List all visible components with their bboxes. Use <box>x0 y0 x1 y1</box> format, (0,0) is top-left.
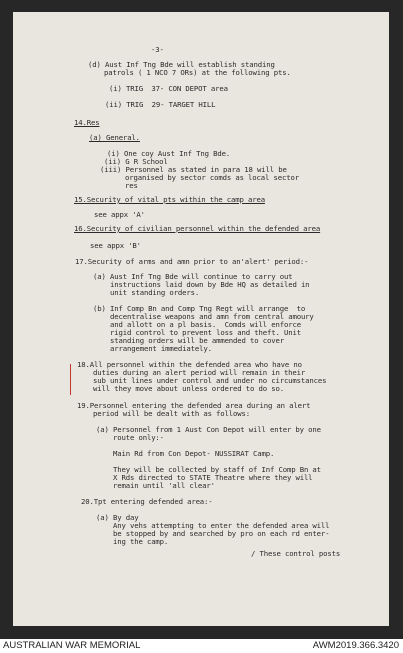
source-credit: AUSTRALIAN WAR MEMORIAL <box>3 640 141 651</box>
doc-line-13d-i: (i) TRIG 37- CON DEPOT area <box>109 84 228 93</box>
section-18-line-2: duties during an alert period will remain in their <box>93 368 306 377</box>
doc-line-17b-1: (b) Inf Comp Bn and Comp Tng Regt will arrange to <box>93 304 306 313</box>
section-19-line-1: 19.Personnel entering the defended area during an alert <box>77 401 311 410</box>
doc-line-14a-iii: (iii) Personnel as stated in para 18 will be <box>100 165 287 174</box>
doc-line-17a-2: instructions laid down by Bde HQ as detailed in <box>110 280 310 289</box>
doc-line-15-appx: see appx 'A' <box>94 210 145 219</box>
section-heading-17: 17.Security of arms and amn prior to an'alert' period:- <box>75 257 309 266</box>
section-heading-14: 14.Res <box>74 118 100 127</box>
doc-line-14a: (a) General. <box>89 133 140 142</box>
doc-line-17b-2: decentralise weapons and amn from central amoury <box>110 312 314 321</box>
doc-line-17b-3: and allott on a pl basis. Comds will enforce <box>110 320 301 329</box>
doc-line-19a-5: remain until 'all clear' <box>113 481 215 490</box>
doc-line-19a-3: They will be collected by staff of Inf Comp Bn at <box>113 465 321 474</box>
doc-line-17b-5: standing orders will be ammended to cover <box>110 336 284 345</box>
continuation-catchword: / These control posts <box>251 549 341 558</box>
doc-line-17a-3: unit standing orders. <box>110 288 200 297</box>
doc-line-19a-2: route only:- <box>113 433 164 442</box>
doc-line-14a-ii: (ii) G R School <box>104 157 168 166</box>
section-20-heading: 20.Tpt entering defended area:- <box>81 497 213 506</box>
margin-pen-mark <box>70 364 71 395</box>
doc-line-13d-2: patrols ( 1 NCO 7 ORs) at the following pts. <box>104 68 291 77</box>
doc-line-14a-iii-2: organised by sector comds as local sector <box>125 173 299 182</box>
doc-line-16-appx: see appx 'B' <box>90 241 141 250</box>
doc-line-20a-1: Any vehs attempting to enter the defended area will <box>113 521 330 530</box>
doc-line-19a-1: (a) Personnel from 1 Aust Con Depot will enter by one <box>96 425 321 434</box>
doc-line-17b-6: arrangement immediately. <box>110 344 212 353</box>
doc-line-14a-i: (i) One coy Aust Inf Tng Bde. <box>107 149 231 158</box>
section-18-line-4: will they move about unless ordered to do so. <box>93 384 284 393</box>
page-number: -3- <box>151 45 164 54</box>
doc-line-13d-ii: (ii) TRIG 29- TARGET HILL <box>105 100 216 109</box>
section-18-line-1: 18.All personnel within the defended area who have no <box>77 360 302 369</box>
section-19-line-2: period will be dealt with as follows: <box>93 409 250 418</box>
section-heading-15: 15.Security of vital pts within the camp area <box>74 195 265 204</box>
doc-line-19a-4: X Rds directed to STATE Theatre where they will <box>113 473 313 482</box>
doc-line-20a-2: be stopped by and searched by pro on each rd enter- <box>113 529 330 538</box>
footer-bar <box>0 639 403 653</box>
doc-line-19a-route: Main Rd from Con Depot- NUSSIRAT Camp. <box>113 449 275 458</box>
doc-line-20a-3: ing the camp. <box>113 537 169 546</box>
doc-line-14a-iii-3: res <box>125 181 138 190</box>
section-18-line-3: sub unit lines under control and under no circumstances <box>93 376 327 385</box>
doc-line-17b-4: rigid control to prevent loss and theft. Unit <box>110 328 301 337</box>
doc-line-17a-1: (a) Aust Inf Tng Bde will continue to carry out <box>93 272 293 281</box>
section-heading-16: 16.Security of civilian personnel within the defended area <box>74 224 321 233</box>
document-page <box>13 12 389 626</box>
doc-line-13d-1: (d) Aust Inf Tng Bde will establish standing <box>88 60 275 69</box>
doc-line-20a: (a) By day <box>96 513 139 522</box>
accession-number: AWM2019.366.3420 <box>312 640 399 651</box>
